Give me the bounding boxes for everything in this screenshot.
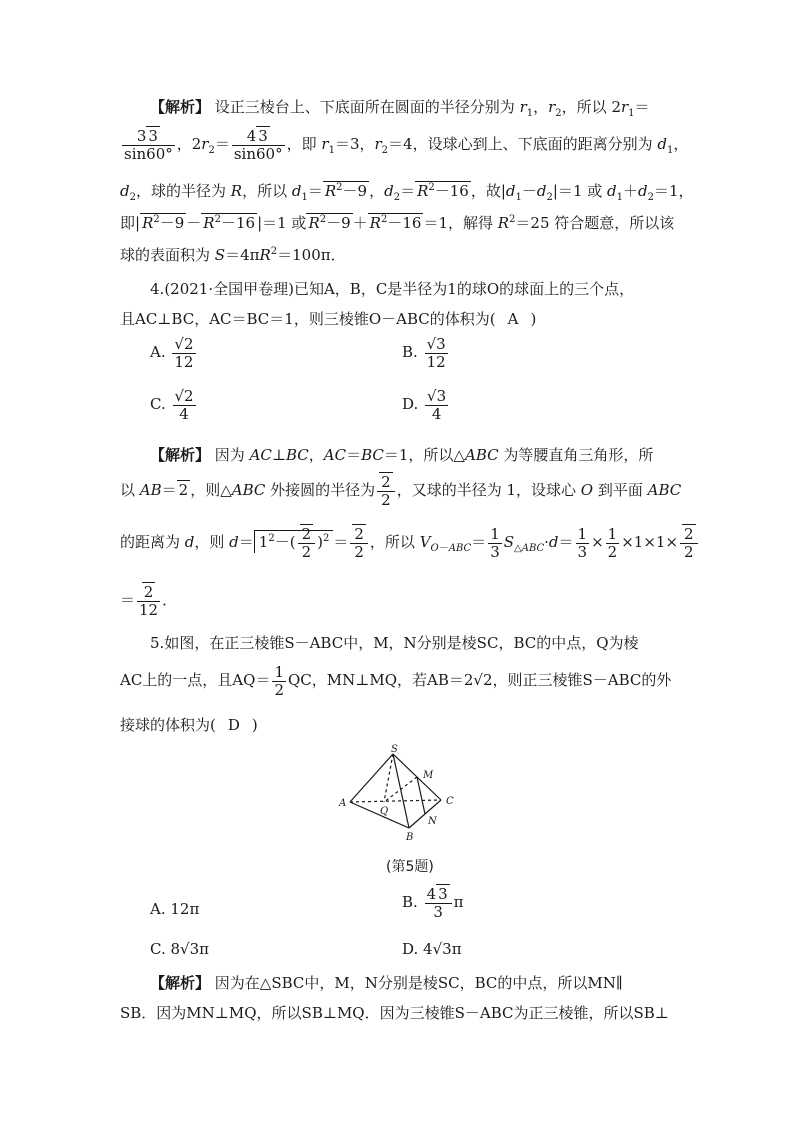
q5-stem-line-1: 5.如图，在正三棱锥S－ABC中，M，N分别是棱SC，BC的中点，Q为棱 <box>150 634 639 652</box>
label-c: C <box>446 796 454 807</box>
q4-option-c: C. $\frac{√2}{4}$ <box>150 387 194 423</box>
q4-option-d: D. $\frac{√3}{4}$ <box>402 387 447 423</box>
edge-sb <box>393 754 409 828</box>
q4-answer: A <box>507 310 519 328</box>
figure-caption: (第5题) <box>386 859 434 875</box>
analysis-tag: 【解析】 <box>150 98 211 116</box>
q4-option-b: B. $\frac{√3}{12}$ <box>402 335 446 371</box>
q5-stem-line-2: AC上的一点，且AQ＝ $\frac{1}{2}$ QC，MN⊥MQ，若AB＝2√2，则正三棱锥S－ABC的外 <box>120 663 672 699</box>
analysis-3-line-2: $\frac{3 3}{\sin 60^\circ}$ ，$2r_2=$ $\frac{4 3}{\sin 60^\circ}$ ，即 $r_1=3$，$r_2=4$，设球心到上、下底面的距离分别为 $d_1$， <box>124 127 689 163</box>
q4-option-a: A. $\frac{√2}{12}$ <box>150 335 194 371</box>
tetrahedron-figure <box>336 742 466 846</box>
q5-option-d: D. 4√3π <box>402 940 462 958</box>
analysis-3-line-1: 【解析】 设正三棱台上、下底面所在圆面的半径分别为 $r_1$，$r_2$，所以 $2r_1=$ <box>150 98 650 119</box>
q4-stem-line-2: 且AC⊥BC，AC＝BC＝1，则三棱锥O－ABC的体积为( A ) <box>120 310 537 328</box>
edge-sq <box>384 754 393 802</box>
edge-sa <box>350 754 393 802</box>
analysis-5-line-1: 【解析】 因为在△SBC中，M，N分别是棱SC，BC的中点，所以MN∥ <box>150 974 623 992</box>
analysis-4-line-1: 【解析】 因为 AC⊥BC，AC＝BC＝1，所以△ABC 为等腰直角三角形，所 <box>150 446 654 464</box>
segment-mn <box>417 777 425 814</box>
label-a: A <box>339 798 347 809</box>
analysis-3-line-4: 即| $R^2-9 - R^2-16$ |＝1 或 $R^2-9 + R^2-16 =1$，解得 $R^2=25$ 符合题意，所以该 <box>120 214 675 232</box>
label-s: S <box>391 744 398 755</box>
q5-option-c: C. 8√3π <box>150 940 210 958</box>
segment-mq <box>384 777 417 802</box>
label-b: B <box>406 832 414 843</box>
analysis-4-line-3: 的距离为 d，则 $d= 1^2-$( $\frac{2}{2}$ )$^2$ ＝ $\frac{2}{2}$ ，所以 $V_{O-ABC}=$ $\frac{1}{3}$ $S_{\triangle ABC}\cdot d=$ $\frac{1}{3}$ × $\frac{1}{2}$ ×1×1× $\frac{2}{2}$ <box>120 526 700 560</box>
label-n: N <box>428 816 437 827</box>
q4-source: (2021·全国甲卷理) <box>164 280 294 298</box>
analysis-5-line-2: SB．因为MN⊥MQ，所以SB⊥MQ．因为三棱锥S－ABC为正三棱锥，所以SB⊥ <box>120 1004 669 1022</box>
q4-stem-line-1: 4.(2021·全国甲卷理)已知A，B，C是半径为1的球O的球面上的三个点， <box>150 280 635 298</box>
analysis-4-line-4: ＝ $\frac{2}{12}$ ． <box>120 583 178 619</box>
analysis-3-line-5: 球的表面积为 $S=4\pi R^2=100\pi$． <box>120 246 346 264</box>
q5-answer: D <box>227 716 240 734</box>
analysis-3-line-3: $d_2$，球的半径为 R，所以 $d_1= R^2-9$ ，$d_2= R^2-16$ ，故$|d_1-d_2|=1$ 或 $d_1+d_2=1$， <box>120 182 694 203</box>
analysis-4-line-2: 以 AB＝ 2 ，则△ABC 外接圆的半径为 $\frac{2}{2}$ ，又球的半径为 1，设球心 O 到平面 ABC <box>120 473 682 509</box>
q5-stem-line-3: 接球的体积为( D ) <box>120 716 258 734</box>
label-q: Q <box>380 806 389 817</box>
q5-option-b: B. $\frac{4 3}{3}$ π <box>402 885 464 921</box>
edge-ac <box>350 800 441 802</box>
q5-option-a: A. 12π <box>150 900 200 918</box>
label-m: M <box>423 770 434 781</box>
